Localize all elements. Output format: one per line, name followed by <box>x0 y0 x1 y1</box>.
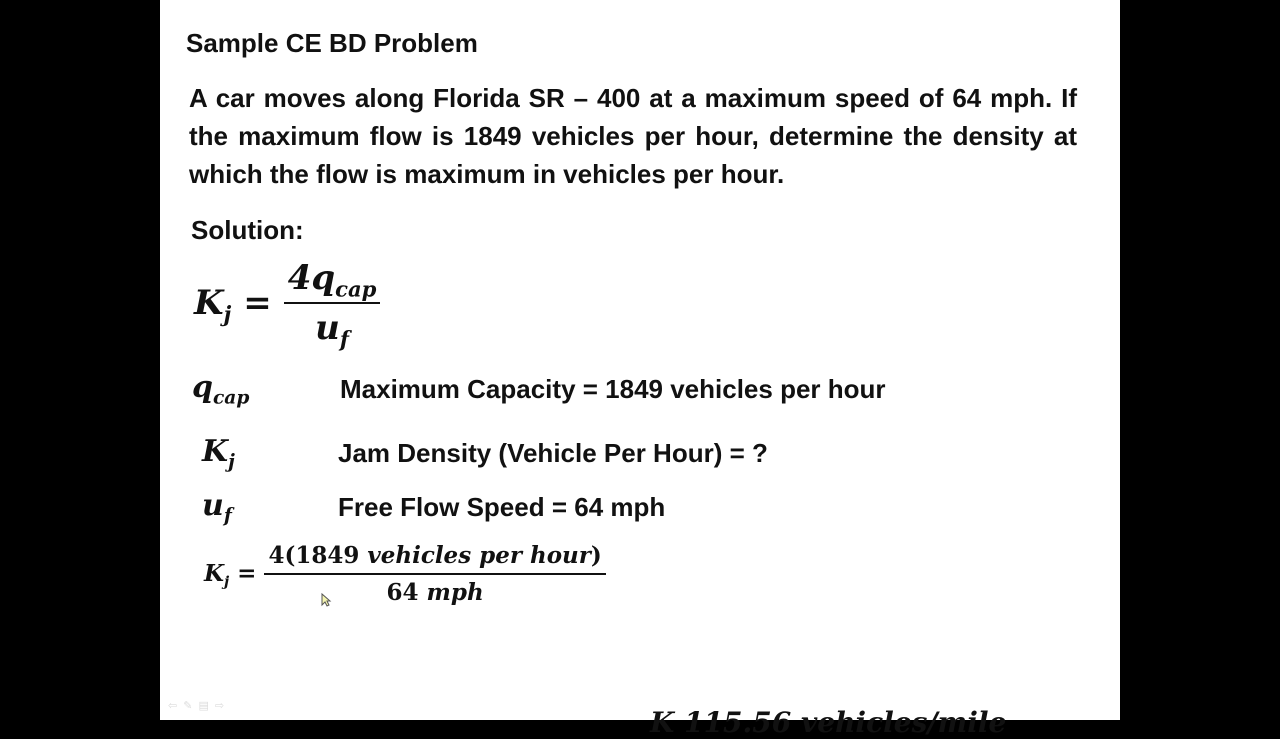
formula-numerator: $4q_{cap}$ <box>287 258 377 302</box>
mouse-cursor-icon <box>321 593 331 607</box>
formula-denominator: $u_f$ <box>315 308 349 352</box>
slides-icon[interactable]: ▤ <box>198 700 209 712</box>
substitution-formula <box>204 542 606 606</box>
definition-text-uf: Free Flow Speed = 64 mph <box>338 492 666 522</box>
solution-label: Solution: <box>191 215 304 245</box>
formula-equals: = <box>243 283 272 323</box>
problem-statement: A car moves along Florida SR – 400 at a maximum speed of 64 mph. If the maximum flow is 1849 vehicles per hour, determine the density at which the flow is maximum in vehicles per hour. <box>189 83 1077 189</box>
prev-arrow-icon[interactable]: ⇦ <box>168 700 178 712</box>
result-partial: K 115.56 vehicles/mile <box>650 706 1007 739</box>
substitution-equals: = <box>237 560 257 588</box>
substitution-numerator: 4(1849 vehicles per hour) <box>268 542 602 569</box>
next-arrow-icon[interactable]: ⇨ <box>214 700 225 712</box>
formula-fraction <box>284 258 381 352</box>
substitution-lhs: $K_j$ <box>204 560 230 591</box>
definition-symbol-uf: $u_f$ <box>202 488 232 527</box>
formula-lhs: $K_j$ <box>194 283 232 327</box>
slide <box>160 0 1120 739</box>
jam-density-formula <box>194 258 380 352</box>
substitution-fraction <box>264 542 605 606</box>
definition-symbol-qcap: $q_{cap}$ <box>192 370 250 409</box>
pen-icon[interactable]: ✎ <box>183 700 193 712</box>
slide-title: Sample CE BD Problem <box>186 28 478 58</box>
substitution-denominator: 64 mph <box>386 578 484 606</box>
presentation-toolbar <box>168 699 224 712</box>
definition-text-kj: Jam Density (Vehicle Per Hour) = ? <box>338 438 768 468</box>
definition-symbol-kj: $K_j$ <box>202 434 235 473</box>
definition-text-qcap: Maximum Capacity = 1849 vehicles per hour <box>340 374 886 404</box>
